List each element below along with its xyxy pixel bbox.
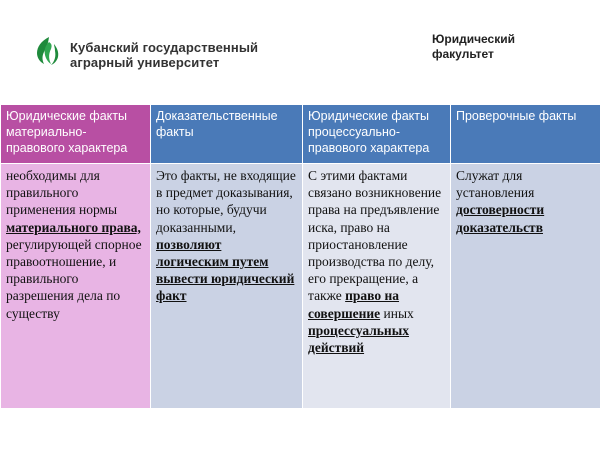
cell-text: Служат для установления — [456, 168, 535, 201]
cell-text: регулирующей спорное правоотношение, и правильного разрешения дела по существу — [6, 236, 142, 321]
slide-header — [0, 0, 600, 104]
faculty-label-line2: факультет — [432, 47, 494, 61]
cell-emphasis: доказательств — [456, 219, 543, 235]
cell-emphasis: материального права, — [6, 219, 141, 235]
cell-emphasis: процессуальных действий — [308, 322, 409, 356]
table-header-row — [1, 105, 600, 164]
table-row — [1, 164, 600, 409]
cell-material-facts — [1, 164, 151, 409]
university-logo-icon — [34, 36, 64, 66]
university-name-line2: аграрный университет — [70, 55, 220, 70]
cell-emphasis: позволяют логическим путем вывести юридический факт — [156, 236, 295, 304]
header-procedural-facts: Юридические факты процессуально-правового характера — [303, 105, 451, 164]
university-name — [70, 40, 258, 70]
faculty-label-line1: Юридический — [432, 32, 515, 46]
cell-emphasis: право на совершение — [308, 288, 400, 321]
cell-text: Это факты, не входящие в предмет доказывания, но которые, будучи доказанными, — [156, 168, 296, 235]
header-verification-facts: Проверочные факты — [451, 105, 600, 164]
cell-evidentiary-facts — [151, 164, 303, 409]
header-material-facts: Юридические факты материально-правового характера — [1, 105, 151, 164]
facts-table — [0, 104, 600, 409]
faculty-label — [432, 32, 515, 62]
cell-text: иных — [380, 305, 414, 321]
university-name-line1: Кубанский государственный — [70, 40, 259, 55]
cell-text: необходимы для правильного применения нормы — [6, 168, 118, 218]
cell-text: С этими фактами связано возникновение права на предъявление иска, право на приостановление производства по делу, его прекращение, а также — [308, 168, 442, 304]
header-evidentiary-facts: Доказательственные факты — [151, 105, 303, 164]
cell-procedural-facts — [303, 164, 451, 409]
cell-emphasis: достоверности — [456, 202, 545, 218]
cell-verification-facts — [451, 164, 600, 409]
